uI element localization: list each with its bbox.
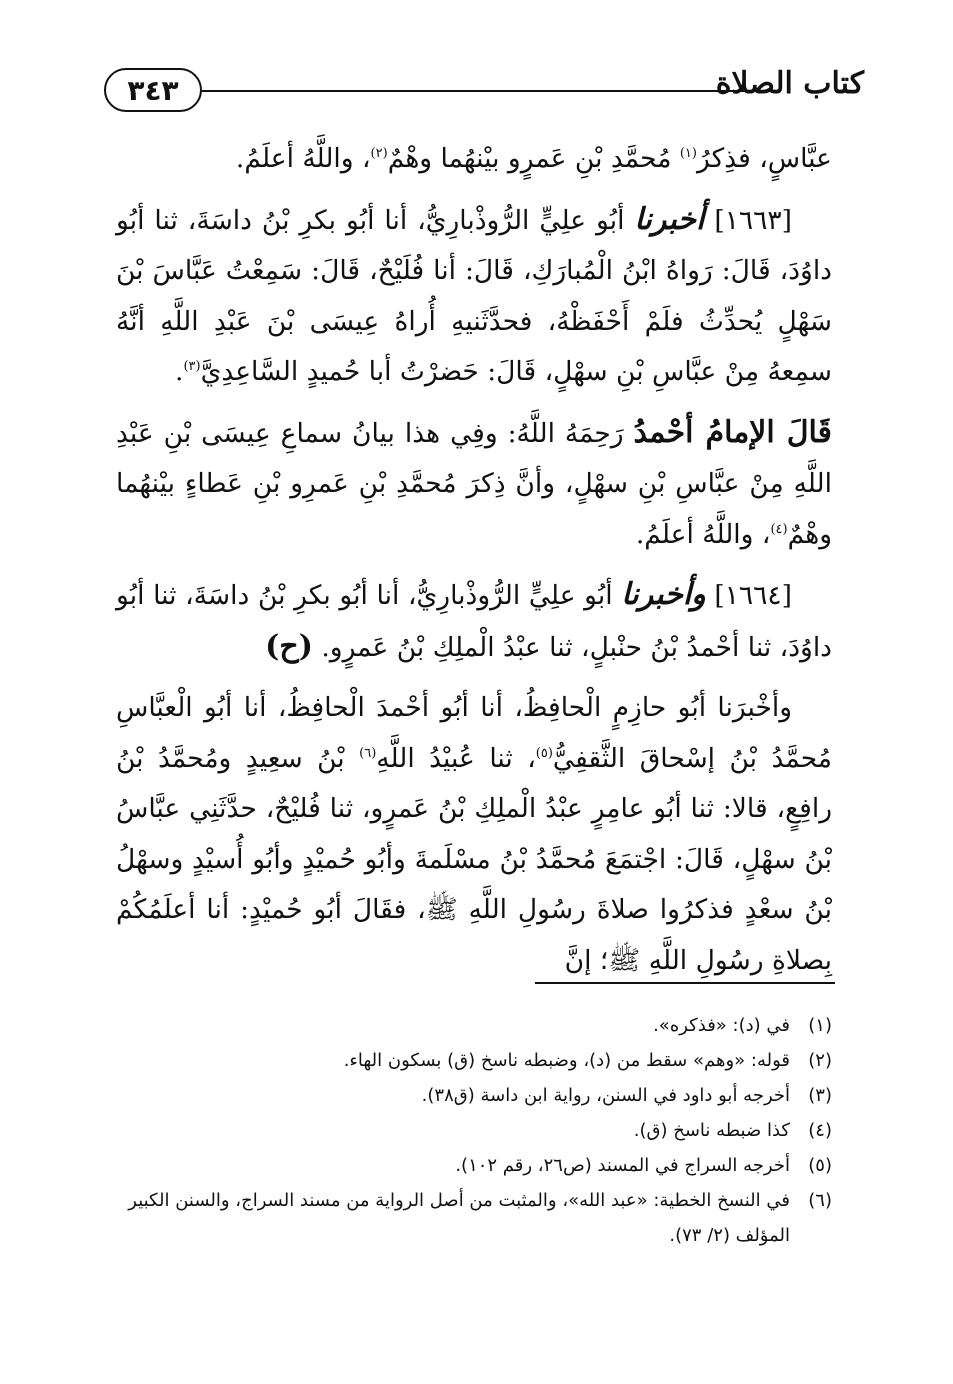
footnote-item — [110, 1078, 832, 1113]
text-run: ، واللَّهُ أعلَمُ. — [635, 518, 771, 550]
footnote-text: أخرجه أبو داود في السنن، رواية ابن داسة (ق٣٨). — [421, 1085, 790, 1106]
footnote-number: (٢) — [808, 1050, 832, 1071]
book-title: كتاب الصلاة — [715, 66, 864, 101]
footnote-number: (٤) — [808, 1120, 832, 1141]
akhbarana-label: أخبرنا — [634, 201, 705, 237]
page-header — [104, 66, 864, 118]
imam-comment — [116, 408, 832, 561]
imam-heading: قَالَ الإمامُ أحْمدُ — [633, 414, 832, 450]
footnote-separator — [535, 982, 835, 984]
footnote-text: كذا ضبطه ناسخ (ق). — [633, 1120, 790, 1141]
paragraph-isnad — [116, 683, 832, 986]
honorific: رَحِمَهُ اللَّهُ — [516, 417, 624, 449]
footnote-ref: (٤) — [770, 521, 788, 537]
text-run: ، واللَّهُ أعلَمُ. — [235, 143, 371, 174]
text-run: وأخْبرَنا أبُو حازِمٍ الْحافِظُ، أنا أبُو أحْمدَ الْحافِظُ، أنا أبُو الْعبَّاسِ مُحمَّدُ بْنُ إسْحاقَ الثَّقفِيُّ — [116, 692, 832, 774]
footnote-ref: (٣) — [183, 359, 201, 375]
text-run: : وفِي هذا بيانُ سماعِ عِيسَى بْنِ عَبْدِ اللَّهِ مِنْ عبَّاسِ بْنِ سهْلٍ، وأنَّ ذِكرَ مُحمَّدِ بْنِ عَمرِو بْنِ عَطاءٍ بيْنهُما وهْمٌ — [116, 417, 832, 550]
footnote-item — [110, 1183, 832, 1253]
hadith-1663 — [116, 195, 832, 398]
hadith-number: [١٦٦٣] — [714, 204, 792, 236]
footnote-text: في النسخ الخطية: «عبد الله»، والمثبت من أصل الرواية من مسند السراج، والسنن الكبير المؤلف (٢/ ٧٣). — [128, 1190, 790, 1246]
footnote-item — [110, 1043, 832, 1078]
main-text — [116, 134, 832, 996]
hadith-number: [١٦٦٤] — [714, 580, 792, 611]
footnote-ref: (٦) — [359, 745, 377, 761]
footnote-ref: (٢) — [370, 146, 388, 162]
footnote-text: في (د): «فذكره». — [653, 1015, 790, 1036]
akhbarana-label: وأخبرنا — [621, 577, 706, 612]
tahwil-symbol: (ح) — [265, 628, 313, 664]
footnote-ref: (٥) — [535, 745, 553, 761]
header-rule — [202, 90, 746, 92]
footnote-number: (٣) — [808, 1085, 832, 1106]
footnote-text: قوله: «وهم» سقط من (د)، وضبطه ناسخ (ق) بسكون الهاء. — [343, 1050, 790, 1071]
page-number: ٣٤٣ — [104, 68, 202, 112]
text-run: أبُو علِيٍّ الرُّوذْبارِيُّ، أنا أبُو بكرِ بْنُ داسَةَ، ثنا أبُو داوُدَ، قَالَ: رَواهُ ابْنُ الْمُبارَكِ، قَالَ: أنا فُلَيْحٌ، قَالَ: سَمِعْتُ عَبَّاسَ بْنَ سَهْلٍ يُحدِّثُ فلَمْ أَحْفَظْهُ، فحدَّثَنيهِ أُراهُ عِيسَى بْنَ عَبْدِ اللَّهِ أنَّهُ سمِعهُ مِنْ عبَّاسِ بْنِ سهْلٍ، قَالَ: حَضرْتُ أبا حُميدٍ السَّاعِدِيَّ — [116, 204, 832, 387]
footnote-text: أخرجه السراج في المسند (ص٢٦، رقم ١٠٢). — [455, 1155, 790, 1176]
footnote-item — [110, 1113, 832, 1148]
text-run: عبَّاسٍ، فذِكرُ — [696, 143, 832, 174]
footnote-item — [110, 1008, 832, 1043]
text-run: بْنُ سعِيدٍ ومُحمَّدُ بْنُ رافِعٍ، قالا: ثنا أبُو عامِرٍ عبْدُ الْملِكِ بْنُ عَمرٍو، ثنا فُليْحٌ، حدَّثَنِي عبَّاسُ بْنُ سهْلٍ، قَالَ: اجْتمَعَ مُحمَّدُ بْنُ مسْلَمةَ وأبُو حُميْدٍ وأبُو أُسيْدٍ وسهْلُ بْنُ سعْدٍ فذكرُوا صلاةَ رسُولِ اللَّهِ ﷺ، فقَالَ أبُو حُميْدٍ: أنا أعلَمُكُمْ بِصلاةِ رسُولِ اللَّهِ ﷺ؛ إنَّ — [116, 742, 832, 976]
text-run: مُحمَّدِ بْنِ عَمرٍو بيْنهُما وهْمٌ — [387, 143, 680, 174]
footnote-item — [110, 1148, 832, 1183]
footnote-number: (٥) — [808, 1155, 832, 1176]
footnote-number: (٦) — [808, 1190, 832, 1211]
paragraph-1 — [116, 134, 832, 185]
text-run: أبُو علِيٍّ الرُّوذْبارِيُّ، أنا أبُو بكرِ بْنُ داسَةَ، ثنا أبُو داوُدَ، ثنا أحْمدُ بْنُ حنْبلٍ، ثنا عبْدُ الْملِكِ بْنُ عَمرٍو. — [116, 580, 832, 663]
text-run: . — [175, 356, 184, 387]
hadith-1664 — [116, 570, 832, 673]
footnotes — [110, 1008, 832, 1253]
footnote-number: (١) — [808, 1015, 832, 1036]
text-run: ، ثنا عُبيْدُ اللَّهِ — [376, 742, 536, 774]
footnote-ref: (١) — [679, 146, 697, 162]
